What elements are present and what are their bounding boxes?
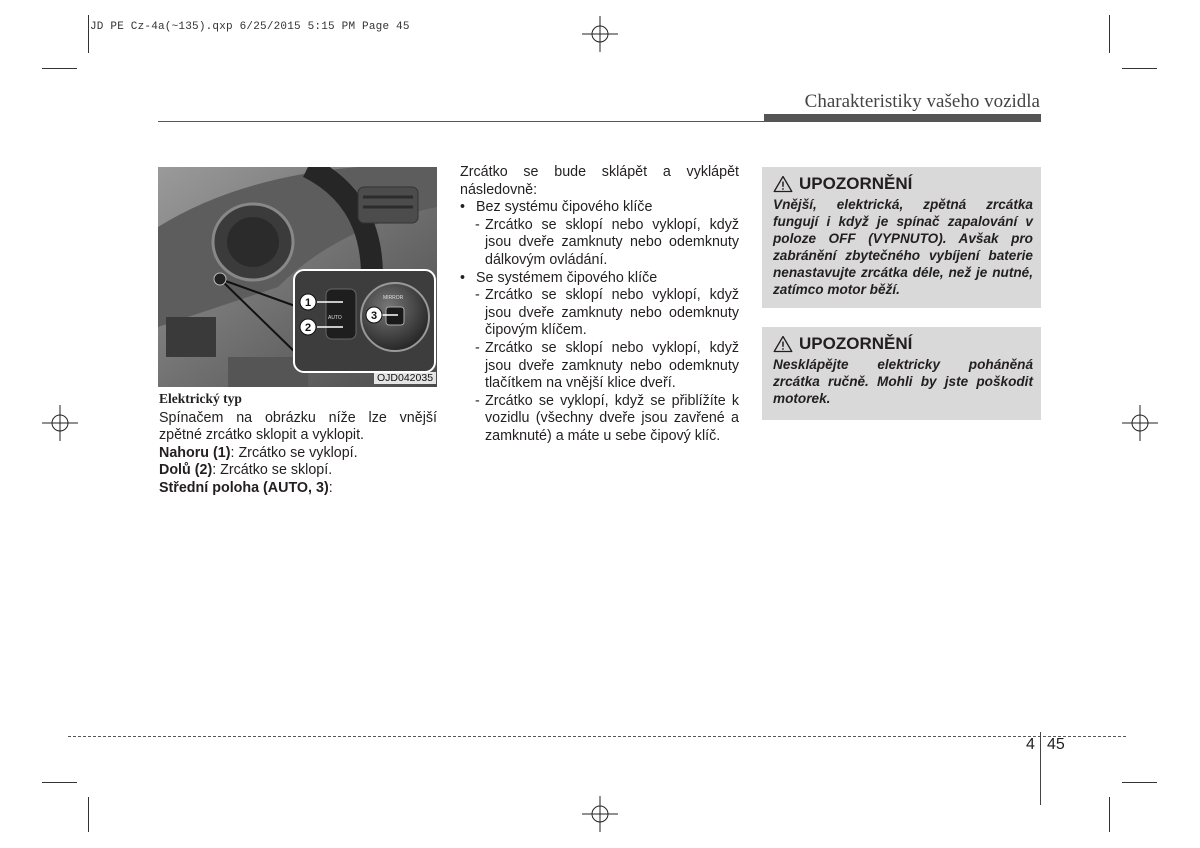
- trim-mark: [42, 68, 77, 69]
- sub-item-text: Zrcátko se sklopí nebo vyklopí, když jsou dveře zamknuty nebo odemknuty čipovým klíčem.: [485, 287, 739, 339]
- dash-icon: -: [475, 339, 480, 356]
- footer-divider: [1040, 732, 1041, 805]
- registration-mark-icon: [42, 405, 78, 441]
- callout-2: 2: [304, 322, 312, 334]
- registration-mark-icon: [582, 796, 618, 832]
- warning-text: Nesklápějte elektricky poháněná zrcátka ručně. Mohli by jste poškodit motorek.: [773, 357, 1033, 406]
- position-text: :: [328, 479, 333, 496]
- warning-box: [762, 327, 1041, 420]
- registration-mark-icon: [582, 16, 618, 52]
- dash-icon: -: [475, 216, 480, 233]
- warning-header: [773, 174, 1033, 194]
- sub-list-item: [475, 287, 739, 340]
- warning-title: UPOZORNĚNÍ: [799, 334, 913, 353]
- header-rule-bar: [764, 114, 1041, 122]
- warning-header: [773, 334, 1033, 354]
- position-item-up: [159, 445, 437, 463]
- intro-paragraph: Zrcátko se bude sklápět a vyklápět následovně:: [460, 164, 739, 198]
- knob-label: MIRROR: [383, 295, 404, 301]
- section-title: Charakteristiky vašeho vozidla: [804, 91, 1040, 112]
- chapter-number: 4: [1026, 736, 1035, 753]
- bullet-text: Se systémem čipového klíče: [476, 269, 658, 286]
- sub-list-item: [475, 340, 739, 393]
- warning-box: [762, 167, 1041, 308]
- intro-paragraph: Spínačem na obrázku níže lze vnější zpětné zrcátko sklopit a vyklopit.: [159, 409, 437, 444]
- callout-1: 1: [304, 297, 312, 309]
- figure-code: OJD042035: [374, 372, 436, 384]
- bullet-icon: •: [460, 199, 466, 216]
- list-item: [460, 199, 739, 217]
- trim-mark: [1109, 15, 1110, 53]
- position-item-auto: [159, 480, 437, 498]
- position-text: : Zrcátko se vyklopí.: [230, 444, 358, 461]
- middle-column: [460, 164, 739, 446]
- position-text: : Zrcátko se sklopí.: [212, 462, 333, 479]
- trim-mark: [1122, 68, 1157, 69]
- section-heading: Elektrický typ: [159, 391, 242, 406]
- sub-item-text: Zrcátko se sklopí nebo vyklopí, když jsou dveře zamknuty nebo odemknuty tlačítkem na vnější klice dveří.: [485, 339, 739, 392]
- sub-list-item: [475, 393, 739, 446]
- trim-mark: [88, 15, 89, 53]
- print-slug: JD PE Cz-4a(~135).qxp 6/25/2015 5:15 PM Page 45: [90, 21, 410, 33]
- trim-mark: [88, 797, 89, 832]
- trim-mark: [42, 782, 77, 783]
- sub-item-text: Zrcátko se vyklopí, když se přiblížíte k vozidlu (všechny dveře jsou zavřené a zamknuté) a máte u sebe čipový klíč.: [485, 392, 739, 444]
- header-rule: [158, 121, 764, 122]
- position-label: Nahoru (1): [159, 444, 231, 461]
- position-item-down: [159, 462, 437, 480]
- bullet-icon: •: [460, 269, 466, 286]
- left-column: [159, 390, 437, 498]
- registration-mark-icon: [1122, 405, 1158, 441]
- warning-triangle-icon: [773, 335, 793, 353]
- list-item: [460, 270, 739, 288]
- trim-mark: [1109, 797, 1110, 832]
- warning-title: UPOZORNĚNÍ: [799, 174, 913, 193]
- position-label: Střední poloha (AUTO, 3): [159, 479, 329, 496]
- bullet-text: Bez systému čipového klíče: [476, 199, 653, 216]
- warning-triangle-icon: [773, 175, 793, 193]
- warning-text: Vnější, elektrická, zpětná zrcátka fungují i když je spínač zapalování v poloze OFF (VYPNUTO). Avšak pro zabránění zbytečného vybíjení baterie nenastavujte zrcátka déle, než je nutné, zatímco motor běží.: [773, 197, 1033, 297]
- mirror-switch-photo: [158, 167, 437, 387]
- footer-dotted-rule: [68, 736, 1126, 737]
- trim-mark: [1122, 782, 1157, 783]
- dash-icon: -: [475, 287, 480, 304]
- sub-item-text: Zrcátko se sklopí nebo vyklopí, když jsou dveře zamknuty nebo odemknuty dálkovým ovládání.: [485, 216, 739, 268]
- sub-list-item: [475, 217, 739, 270]
- position-label: Dolů (2): [159, 462, 213, 479]
- dash-icon: -: [475, 392, 480, 409]
- callout-3: 3: [370, 310, 378, 322]
- dashboard-illustration: [158, 167, 437, 387]
- page-number: 45: [1047, 736, 1065, 753]
- switch-label: AUTO: [328, 315, 342, 321]
